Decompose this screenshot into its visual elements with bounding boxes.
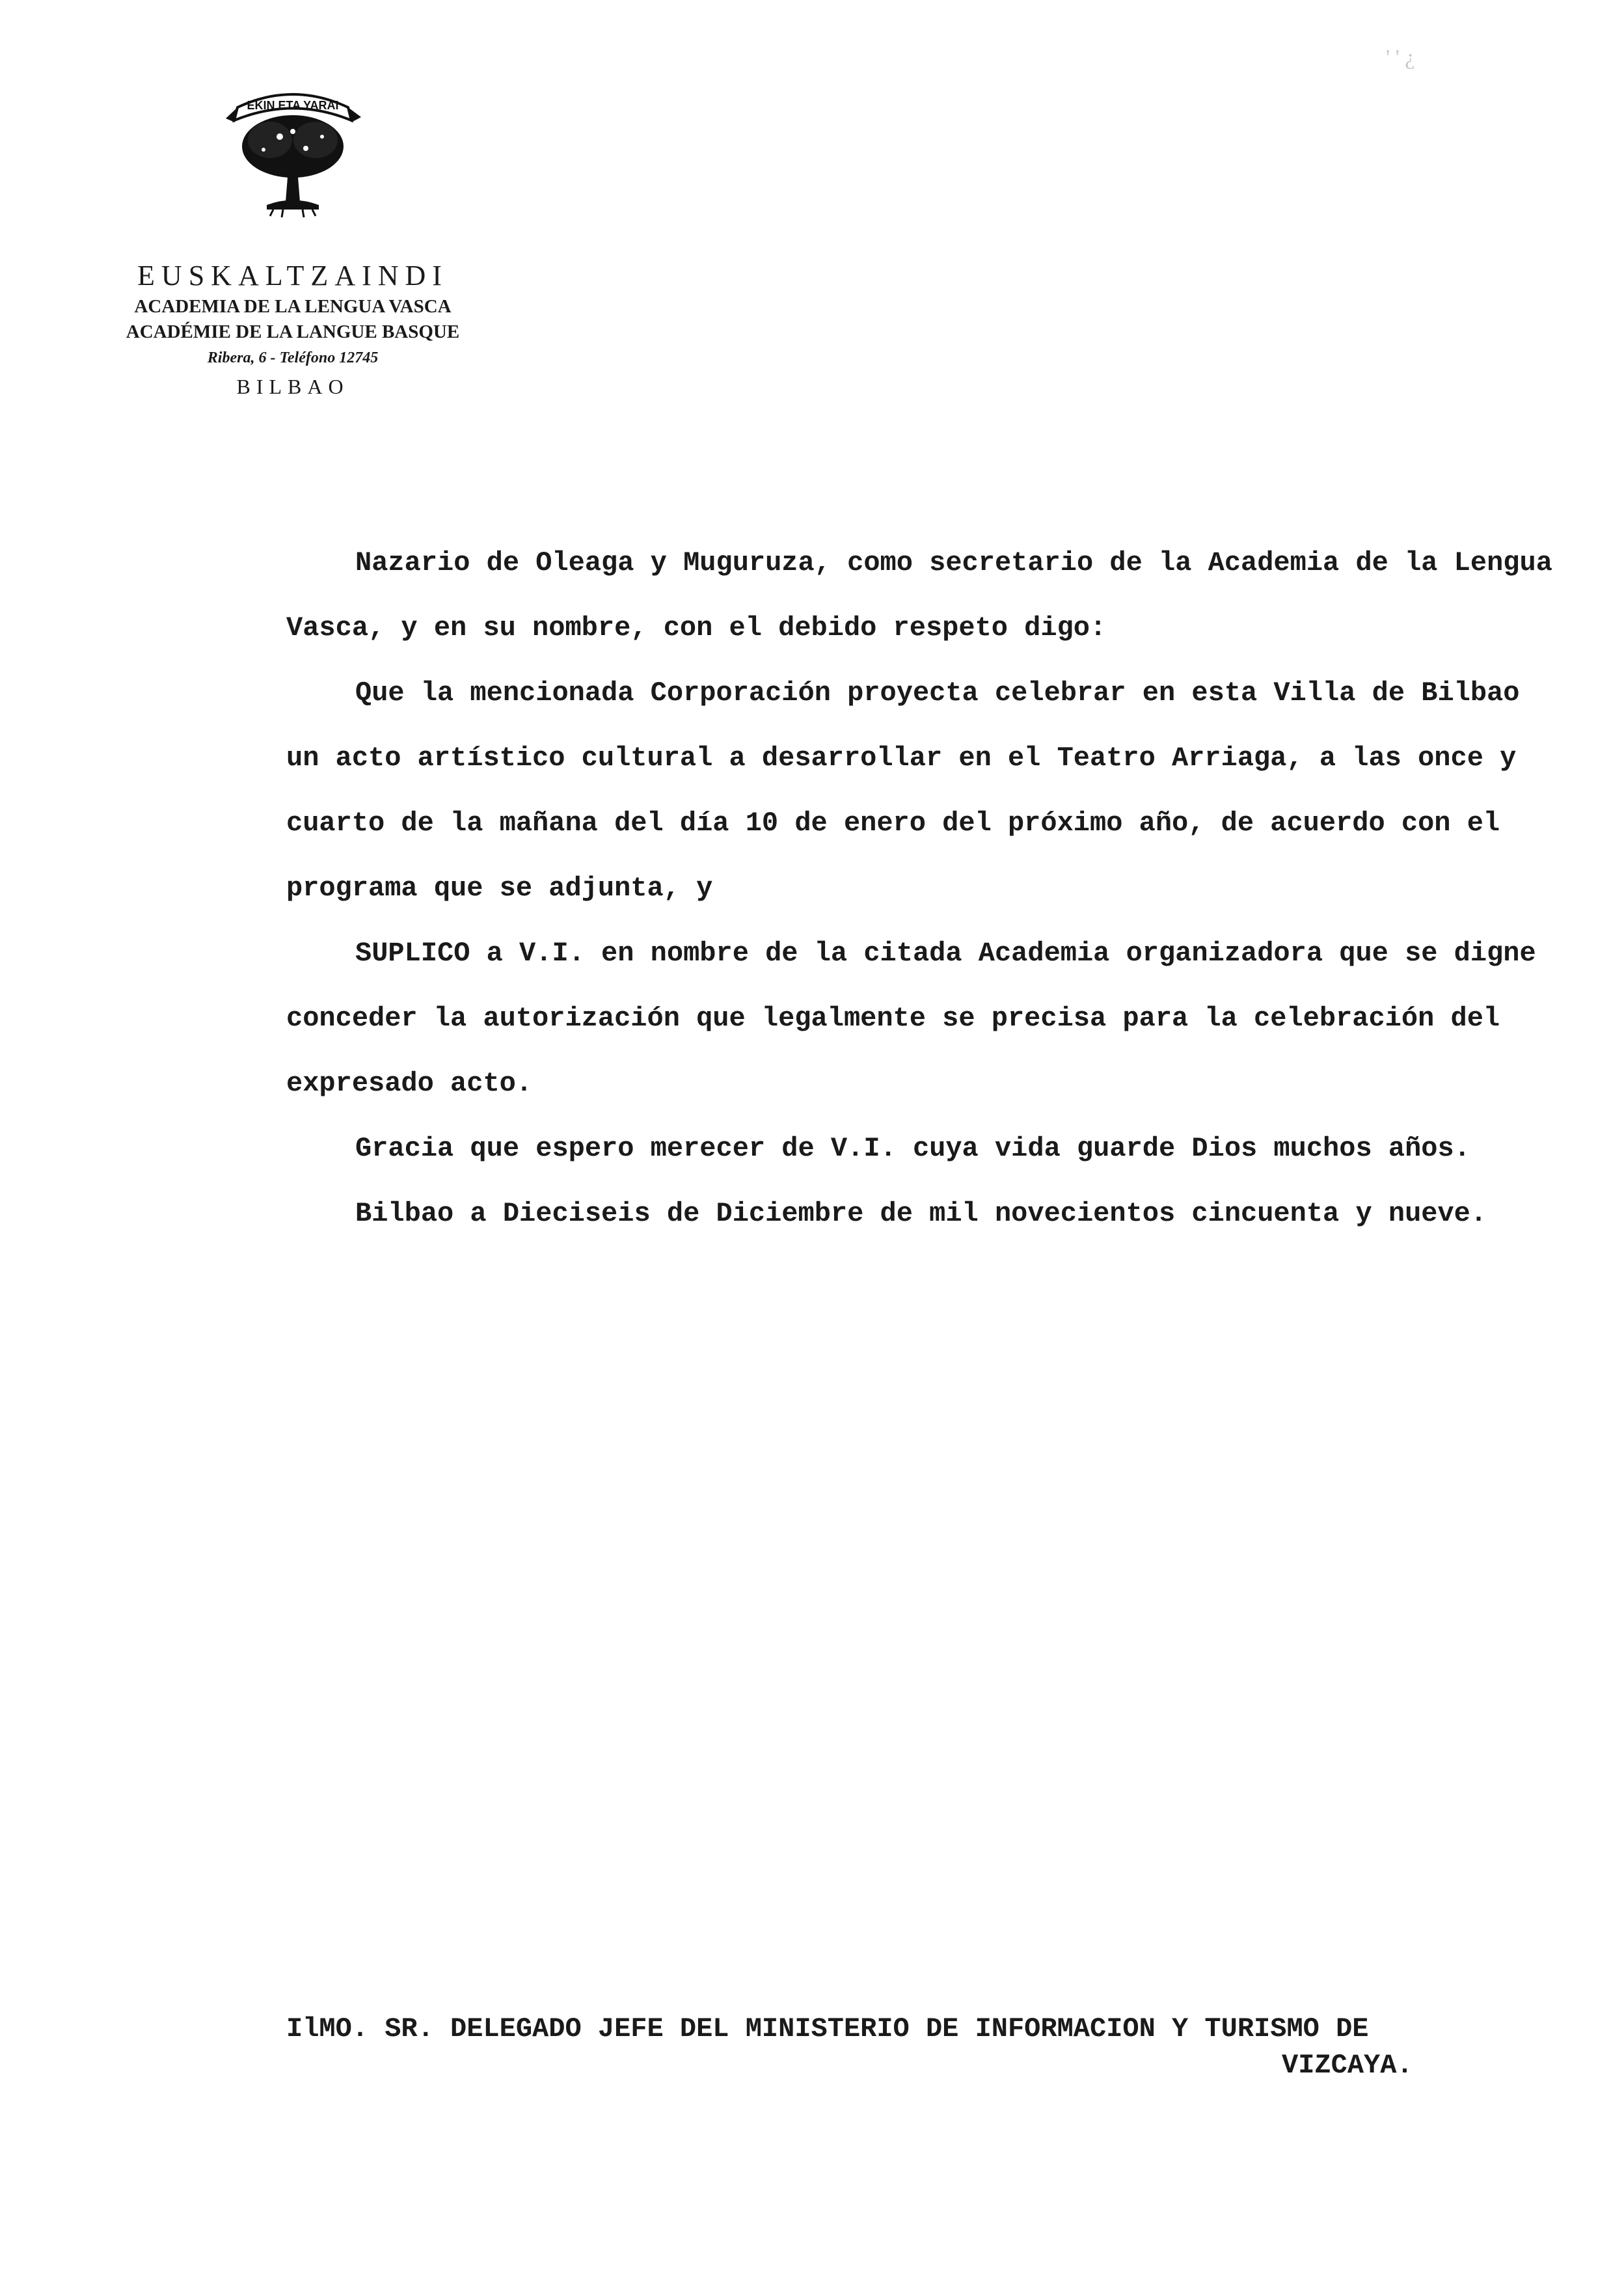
paragraph-closing: Gracia que espero merecer de V.I. cuya vida guarde Dios muchos años. [355, 1133, 1470, 1164]
organization-line-es: ACADEMIA DE LA LENGUA VASCA [134, 296, 452, 317]
paragraph-introduction: Nazario de Oleaga y Muguruza, como secretario de la Academia de la Lengua Vasca, y en su nombre, con el debido respeto digo: [286, 547, 1552, 644]
letter-body [286, 530, 1562, 1246]
addressee-line-2: VIZCAYA. [1282, 2050, 1413, 2081]
paragraph-event-description: Que la mencionada Corporación proyecta celebrar en esta Villa de Bilbao un acto artístico cultural a desarrollar en el Teatro Arriaga, a las once y cuarto de la mañana del día 10 de enero del próximo año, de acuerdo con el programa que se adjunta, y [286, 677, 1520, 904]
organization-name: EUSKALTZAINDI [137, 260, 448, 292]
organization-line-fr: ACADÉMIE DE LA LANGUE BASQUE [126, 321, 460, 342]
addressee-block [286, 2011, 1588, 2084]
emblem-motto: EKIN ETA YARAI [247, 99, 339, 112]
addressee-line-1: IlMO. SR. DELEGADO JEFE DEL MINISTERIO DE INFORMACION Y TURISMO DE [286, 2013, 1369, 2044]
tree-emblem-icon [218, 72, 368, 221]
paragraph-date: Bilbao a Dieciseis de Diciembre de mil novecientos cincuenta y nueve. [355, 1198, 1487, 1229]
organization-address: Ribera, 6 - Teléfono 12745 [207, 349, 379, 366]
corner-mark: ' ' ¿ [1386, 46, 1415, 70]
paragraph-request: SUPLICO a V.I. en nombre de la citada Academia organizadora que se digne conceder la autorización que legalmente se precisa para la celebración del expresado acto. [286, 938, 1536, 1099]
organization-city: BILBAO [236, 375, 349, 398]
letterhead [98, 72, 488, 399]
